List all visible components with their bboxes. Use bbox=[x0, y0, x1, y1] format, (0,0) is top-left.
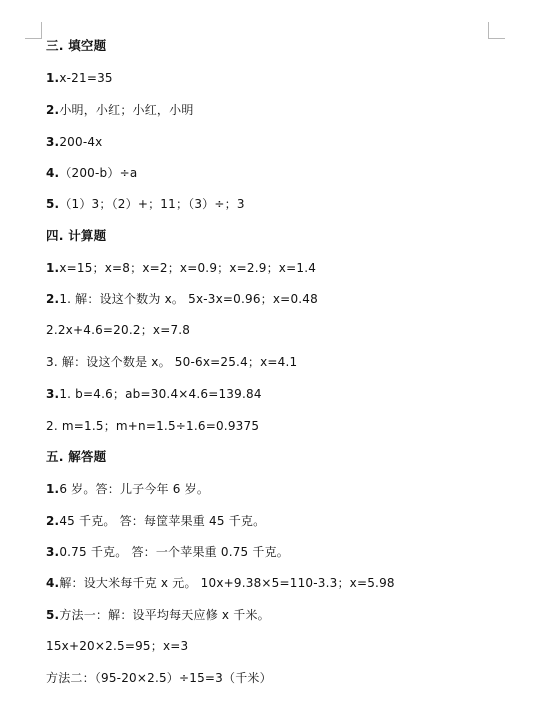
item-number: 3. bbox=[46, 135, 60, 149]
answer-line bbox=[46, 638, 188, 654]
answer-line bbox=[46, 102, 194, 118]
answer-line bbox=[46, 481, 209, 497]
answer-line bbox=[46, 544, 289, 560]
answer-line bbox=[46, 322, 190, 338]
section-heading-calculation: 四. 计算题 bbox=[46, 228, 107, 243]
answer-text: 解：设大米每千克 x 元。 10x+9.38×5=110-3.3；x=5.98 bbox=[59, 576, 395, 590]
answer-line bbox=[46, 354, 297, 370]
answer-line bbox=[46, 291, 318, 307]
answer-line bbox=[46, 386, 262, 402]
answer-text: 小明，小红；小红，小明 bbox=[59, 103, 194, 117]
section-heading-word-problems: 五. 解答题 bbox=[46, 449, 107, 464]
item-number: 1. bbox=[46, 71, 60, 85]
answer-text: （1）3；（2）+；11；（3）÷；3 bbox=[59, 197, 245, 211]
item-number: 2. bbox=[46, 292, 60, 306]
answer-text: 2. m=1.5；m+n=1.5÷1.6=0.9375 bbox=[46, 419, 260, 433]
item-number: 4. bbox=[46, 166, 60, 180]
answer-text: x=15；x=8；x=2；x=0.9；x=2.9；x=1.4 bbox=[59, 261, 317, 275]
item-number: 3. bbox=[46, 387, 60, 401]
answer-line bbox=[46, 134, 102, 150]
answer-line bbox=[46, 575, 395, 591]
answer-line bbox=[46, 607, 270, 623]
page-corner-mark-left bbox=[25, 22, 42, 39]
item-number: 1. bbox=[46, 261, 60, 275]
answer-text: 1. 解：设这个数为 x。 5x-3x=0.96；x=0.48 bbox=[59, 292, 318, 306]
item-number: 3. bbox=[46, 545, 60, 559]
answer-text: 15x+20×2.5=95；x=3 bbox=[46, 639, 189, 653]
answer-text: 1. b=4.6；ab=30.4×4.6=139.84 bbox=[59, 387, 262, 401]
item-number: 2. bbox=[46, 514, 60, 528]
answer-text: 2.2x+4.6=20.2；x=7.8 bbox=[46, 323, 191, 337]
answer-line bbox=[46, 418, 259, 434]
answer-text: 3. 解：设这个数是 x。 50-6x=25.4；x=4.1 bbox=[46, 355, 298, 369]
item-number: 4. bbox=[46, 576, 60, 590]
answer-line bbox=[46, 70, 113, 86]
answer-text: 0.75 千克。 答：一个苹果重 0.75 千克。 bbox=[59, 545, 290, 559]
answer-line bbox=[46, 670, 272, 686]
answer-text: x-21=35 bbox=[59, 71, 113, 85]
section-heading-fill-in: 三. 填空题 bbox=[46, 38, 107, 53]
answer-text: 方法一：解：设平均每天应修 x 千米。 bbox=[59, 608, 270, 622]
item-number: 5. bbox=[46, 197, 60, 211]
answer-line bbox=[46, 513, 265, 529]
answer-line bbox=[46, 260, 316, 276]
answer-text: 方法二：（95-20×2.5）÷15=3（千米） bbox=[46, 671, 272, 685]
item-number: 2. bbox=[46, 103, 60, 117]
answer-line bbox=[46, 165, 137, 181]
answer-text: 45 千克。 答：每筐苹果重 45 千克。 bbox=[59, 514, 266, 528]
answer-text: 6 岁。答：儿子今年 6 岁。 bbox=[59, 482, 210, 496]
answer-line bbox=[46, 196, 245, 212]
answer-text: 200-4x bbox=[59, 135, 103, 149]
item-number: 5. bbox=[46, 608, 60, 622]
answer-text: （200-b）÷a bbox=[59, 166, 138, 180]
page-corner-mark-right bbox=[488, 22, 505, 39]
item-number: 1. bbox=[46, 482, 60, 496]
